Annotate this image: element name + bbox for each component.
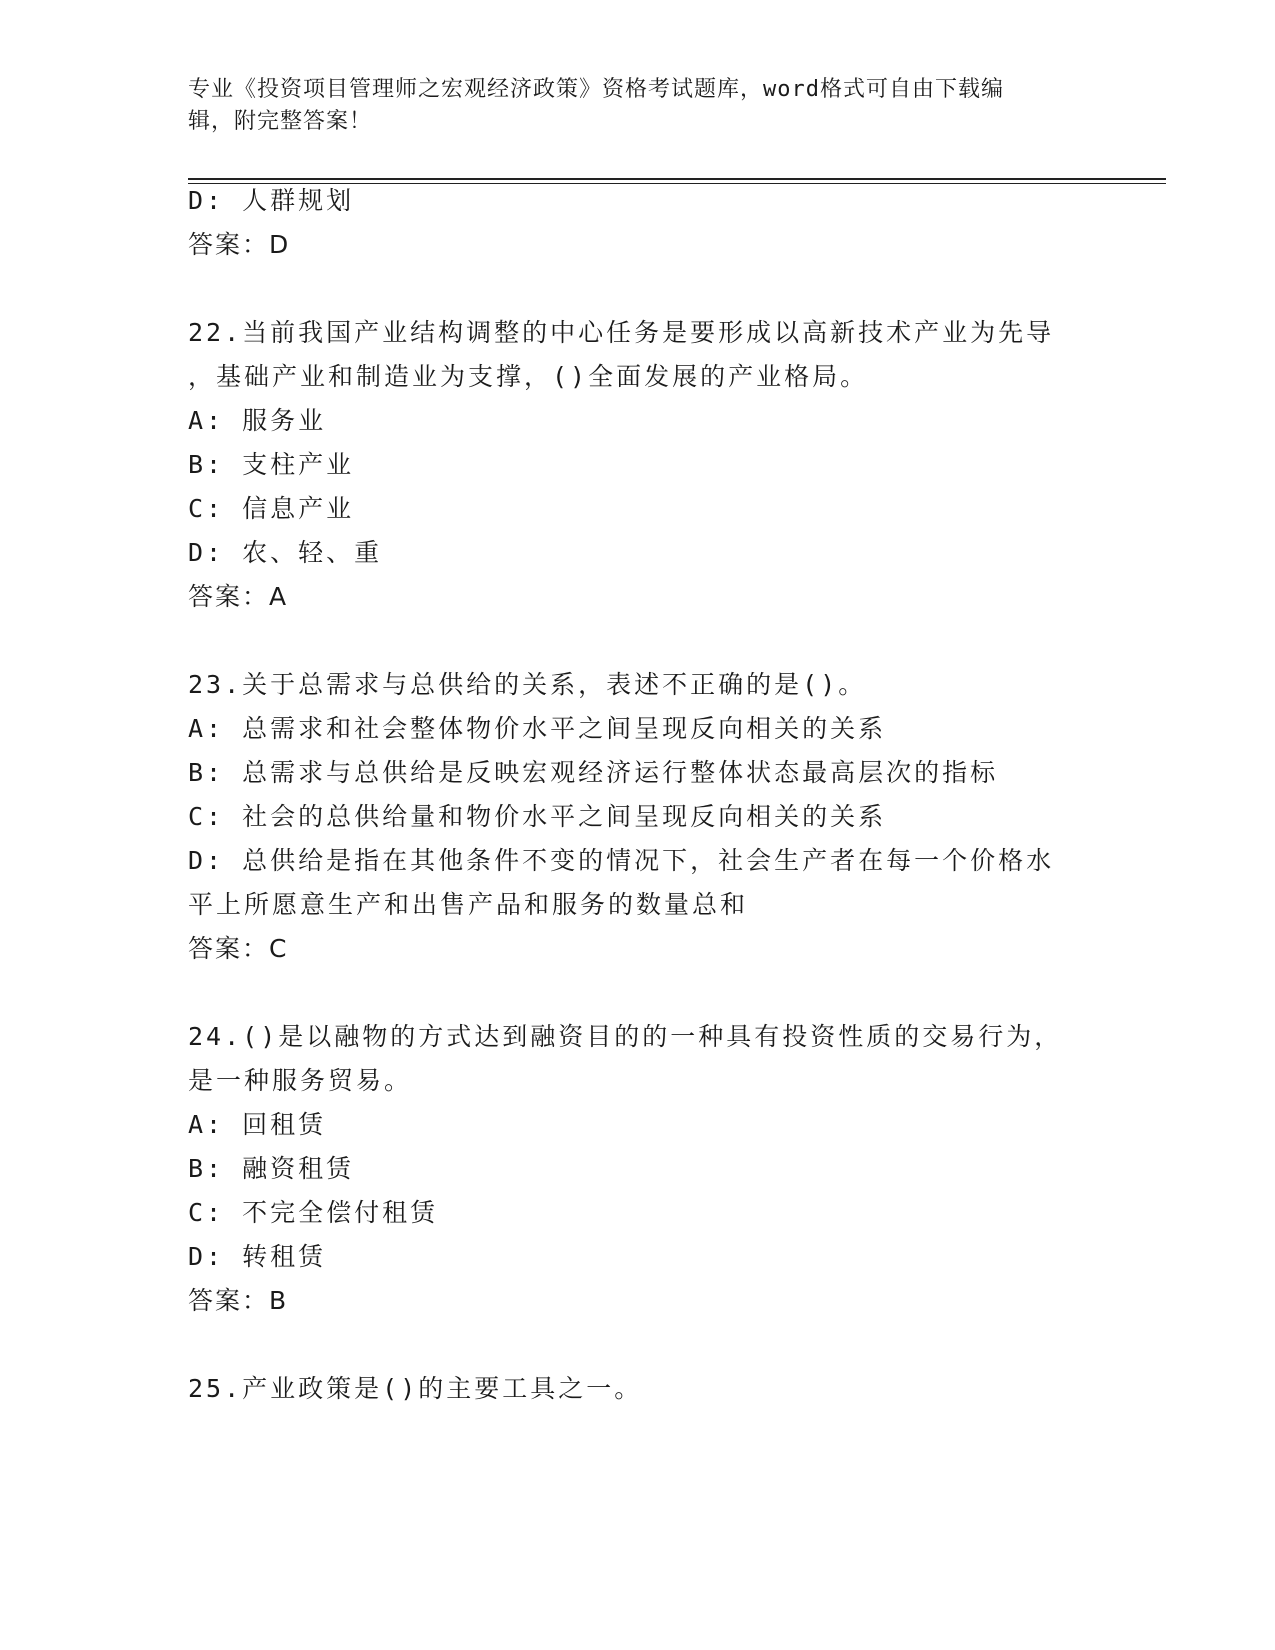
q25-stem: 25.产业政策是()的主要工具之一。 — [188, 1374, 643, 1403]
q24-stem-line-2: 是一种服务贸易。 — [188, 1066, 413, 1095]
q23-stem: 23.关于总需求与总供给的关系，表述不正确的是()。 — [188, 670, 867, 699]
q23-option-b: B: 总需求与总供给是反映宏观经济运行整体状态最高层次的指标 — [188, 758, 999, 787]
q24-stem-line-1: 24.()是以融物的方式达到融资目的的一种具有投资性质的交易行为， — [188, 1022, 1063, 1051]
q23-option-d: D: 总供给是指在其他条件不变的情况下，社会生产者在每一个价格水 — [188, 846, 1055, 875]
q22-stem-line-1: 22.当前我国产业结构调整的中心任务是要形成以高新技术产业为先导 — [188, 318, 1055, 347]
q24-answer: 答案：B — [188, 1286, 289, 1315]
document-header — [188, 74, 1068, 138]
q22-stem-line-2: ，基础产业和制造业为支撑，()全面发展的产业格局。 — [188, 362, 869, 391]
header-divider-thin — [188, 183, 1166, 184]
q23-option-c: C: 社会的总供给量和物价水平之间呈现反向相关的关系 — [188, 802, 887, 831]
q24-option-d: D: 转租赁 — [188, 1242, 327, 1271]
q23-option-a: A: 总需求和社会整体物价水平之间呈现反向相关的关系 — [188, 714, 887, 743]
q21-option-d: D: 人群规划 — [188, 186, 355, 215]
q22-option-b: B: 支柱产业 — [188, 450, 355, 479]
header-line-2: 辑，附完整答案！ — [188, 109, 373, 134]
q24-option-c: C: 不完全偿付租赁 — [188, 1198, 439, 1227]
q22-option-d: D: 农、轻、重 — [188, 538, 383, 567]
q24-option-b: B: 融资租赁 — [188, 1154, 355, 1183]
q22-answer: 答案：A — [188, 582, 289, 611]
header-line-1: 专业《投资项目管理师之宏观经济政策》资格考试题库，word格式可自由下载编 — [188, 77, 1004, 102]
q22-option-a: A: 服务业 — [188, 406, 327, 435]
header-divider-thick — [188, 178, 1166, 180]
q22-option-c: C: 信息产业 — [188, 494, 355, 523]
q21-answer: 答案：D — [188, 230, 291, 259]
q23-answer: 答案：C — [188, 934, 289, 963]
q24-option-a: A: 回租赁 — [188, 1110, 327, 1139]
q23-option-d-continued: 平上所愿意生产和出售产品和服务的数量总和 — [188, 890, 749, 919]
